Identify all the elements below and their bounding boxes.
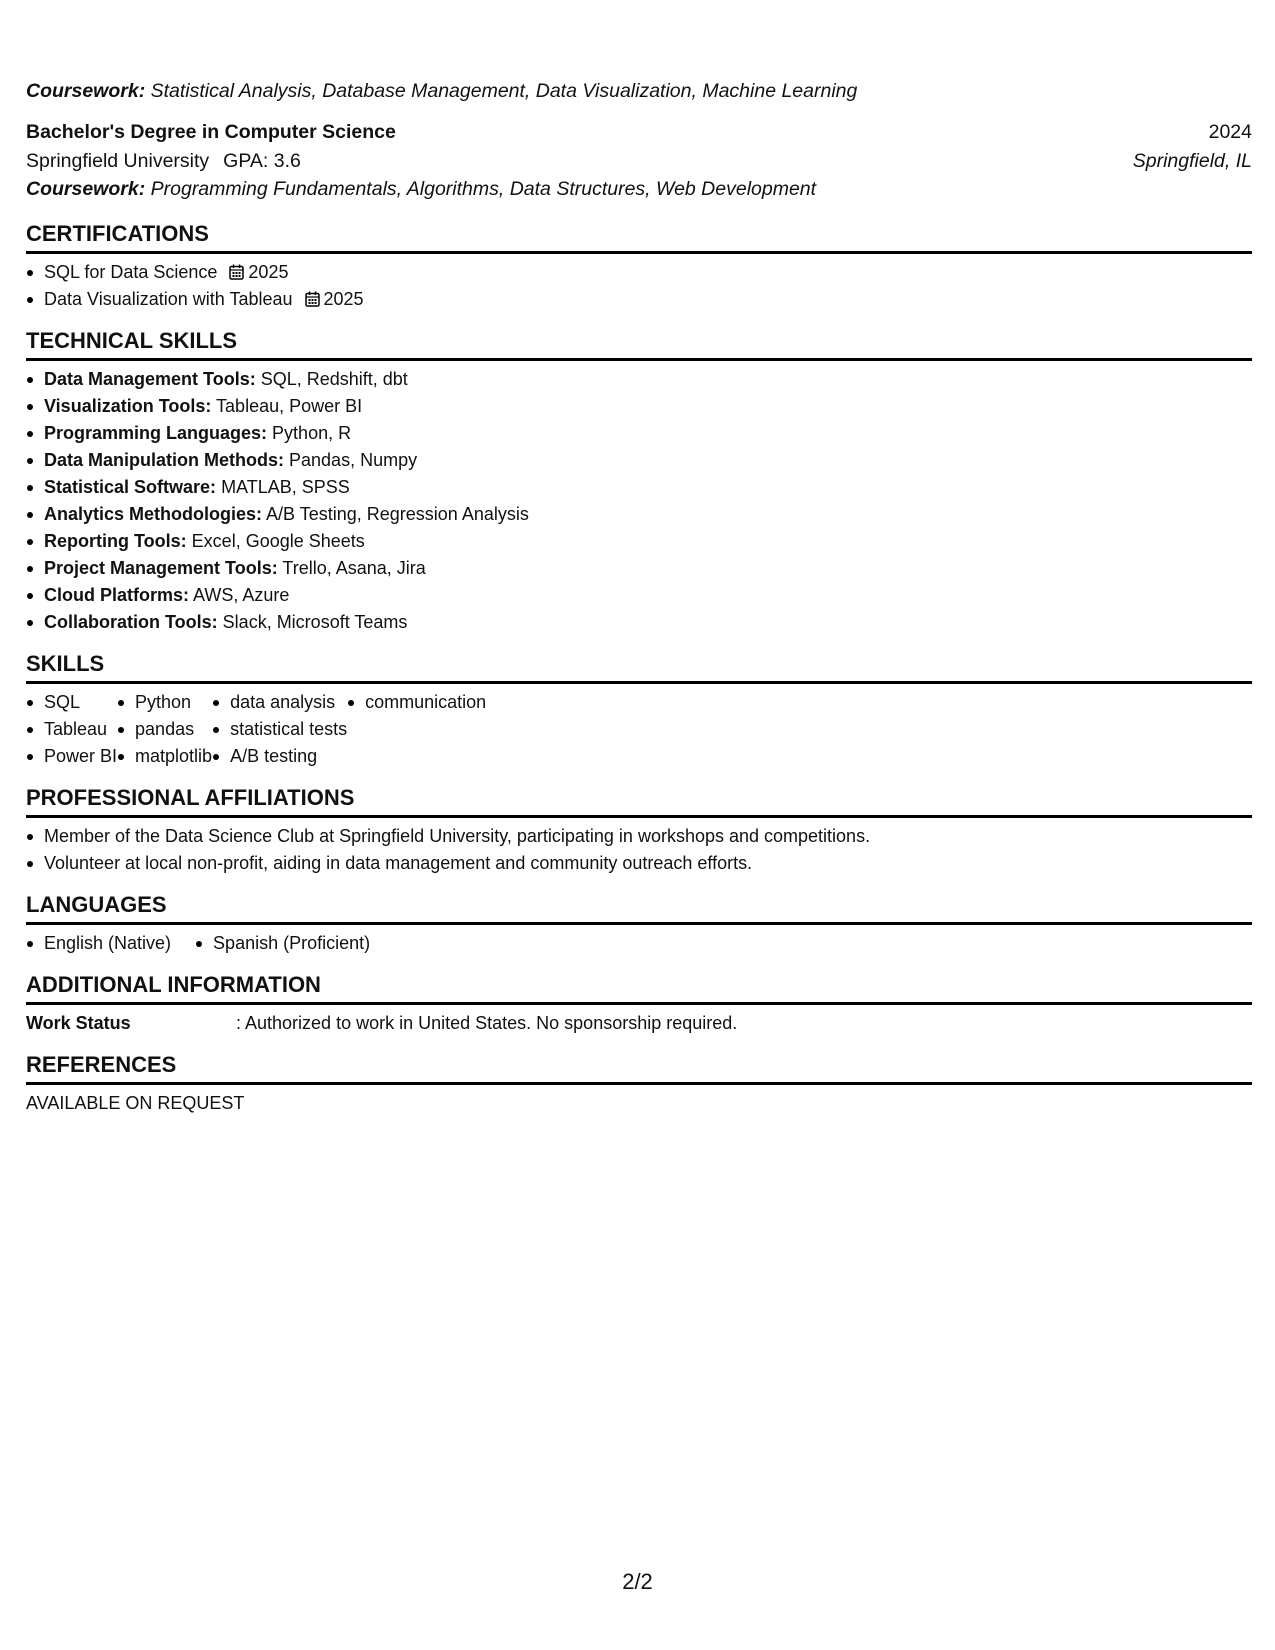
list-item (44, 286, 1252, 313)
list-item: Power BI (44, 743, 117, 770)
skills-column (212, 689, 347, 770)
skill-category: Reporting Tools: (44, 531, 187, 551)
coursework-text: Statistical Analysis, Database Management, Data Visualization, Machine Learning (150, 80, 858, 102)
school-name: Springfield University (26, 150, 210, 172)
list-item: statistical tests (230, 716, 347, 743)
skill-values: Pandas, Numpy (289, 450, 418, 470)
references-text: AVAILABLE ON REQUEST (26, 1093, 245, 1113)
page-number: 2/2 (622, 1569, 653, 1594)
skill-category: Data Manipulation Methods: (44, 450, 284, 470)
certifications-section (26, 220, 1252, 313)
section-title-technical-skills: TECHNICAL SKILLS (26, 327, 1252, 361)
skill-category: Programming Languages: (44, 423, 268, 443)
additional-info-section (26, 971, 1252, 1037)
list-item: English (Native) (44, 930, 171, 957)
list-item: Member of the Data Science Club at Springfield University, participating in workshops and competitions. (44, 823, 1252, 850)
affiliations-list (26, 823, 1252, 877)
resume-page (26, 78, 1252, 1117)
skill-category: Statistical Software: (44, 477, 217, 497)
skills-column (347, 689, 486, 770)
section-title-references: REFERENCES (26, 1051, 1252, 1085)
section-title-languages: LANGUAGES (26, 891, 1252, 925)
references-section (26, 1051, 1252, 1117)
affiliations-section (26, 784, 1252, 877)
certification-year: 2025 (323, 289, 364, 309)
list-item (44, 474, 1252, 501)
list-item: communication (365, 689, 486, 716)
section-title-additional-info: ADDITIONAL INFORMATION (26, 971, 1252, 1005)
section-title-skills: SKILLS (26, 650, 1252, 684)
list-item (44, 366, 1252, 393)
calendar-icon (229, 264, 244, 280)
skill-category: Visualization Tools: (44, 396, 212, 416)
degree-year: 2024 (1208, 121, 1252, 143)
language-list (195, 930, 370, 957)
bachelor-coursework (26, 176, 1252, 202)
list-item (44, 393, 1252, 420)
list-item: A/B testing (230, 743, 347, 770)
skill-values: Python, R (272, 423, 352, 443)
skills-section (26, 650, 1252, 770)
list-item (44, 501, 1252, 528)
skill-category: Collaboration Tools: (44, 612, 218, 632)
gpa: GPA: 3.6 (223, 150, 301, 172)
list-item (44, 447, 1252, 474)
school-line (26, 146, 301, 176)
skill-category: Data Management Tools: (44, 369, 256, 389)
list-item (44, 528, 1252, 555)
list-item: pandas (135, 716, 212, 743)
skill-values: A/B Testing, Regression Analysis (266, 504, 529, 524)
list-item (44, 609, 1252, 636)
skill-values: Slack, Microsoft Teams (222, 612, 408, 632)
list-item (44, 259, 1252, 286)
coursework-label: Coursework: (26, 80, 146, 102)
list-item: matplotlib (135, 743, 212, 770)
certification-name: Data Visualization with Tableau (44, 289, 293, 309)
school-location: Springfield, IL (1132, 150, 1252, 172)
language-list (26, 930, 171, 957)
skill-category: Project Management Tools: (44, 558, 278, 578)
skill-values: Excel, Google Sheets (191, 531, 365, 551)
list-item: SQL (44, 689, 117, 716)
list-item (44, 555, 1252, 582)
coursework-label: Coursework: (26, 178, 146, 200)
skills-grid (26, 684, 1252, 770)
work-status-value: : Authorized to work in United States. No sponsorship required. (236, 1013, 738, 1033)
certification-name: SQL for Data Science (44, 262, 218, 282)
section-title-affiliations: PROFESSIONAL AFFILIATIONS (26, 784, 1252, 818)
education-entry-bachelor (26, 118, 1252, 202)
list-item: data analysis (230, 689, 347, 716)
skill-values: MATLAB, SPSS (221, 477, 350, 497)
list-item: Python (135, 689, 212, 716)
coursework-text: Programming Fundamentals, Algorithms, Data Structures, Web Development (150, 178, 817, 200)
skill-values: Tableau, Power BI (216, 396, 363, 416)
list-item: Spanish (Proficient) (213, 930, 370, 957)
skill-values: SQL, Redshift, dbt (260, 369, 408, 389)
skill-category: Cloud Platforms: (44, 585, 190, 605)
certifications-list (26, 259, 1252, 313)
technical-skills-section (26, 327, 1252, 636)
degree-title: Bachelor's Degree in Computer Science (26, 121, 396, 143)
certification-year: 2025 (248, 262, 289, 282)
calendar-icon (305, 291, 320, 307)
work-status-label: Work Status (26, 1013, 131, 1033)
list-item: Tableau (44, 716, 117, 743)
section-title-certifications: CERTIFICATIONS (26, 220, 1252, 254)
previous-coursework (26, 78, 1252, 104)
skill-values: AWS, Azure (193, 585, 290, 605)
list-item (44, 582, 1252, 609)
technical-skills-list (26, 366, 1252, 636)
languages-row (26, 925, 1252, 957)
list-item: Volunteer at local non-profit, aiding in data management and community outreach efforts. (44, 850, 1252, 877)
work-status-row (26, 1010, 1252, 1037)
skill-category: Analytics Methodologies: (44, 504, 263, 524)
languages-section (26, 891, 1252, 957)
skills-column (117, 689, 212, 770)
skills-column (26, 689, 117, 770)
skill-values: Trello, Asana, Jira (282, 558, 426, 578)
list-item (44, 420, 1252, 447)
